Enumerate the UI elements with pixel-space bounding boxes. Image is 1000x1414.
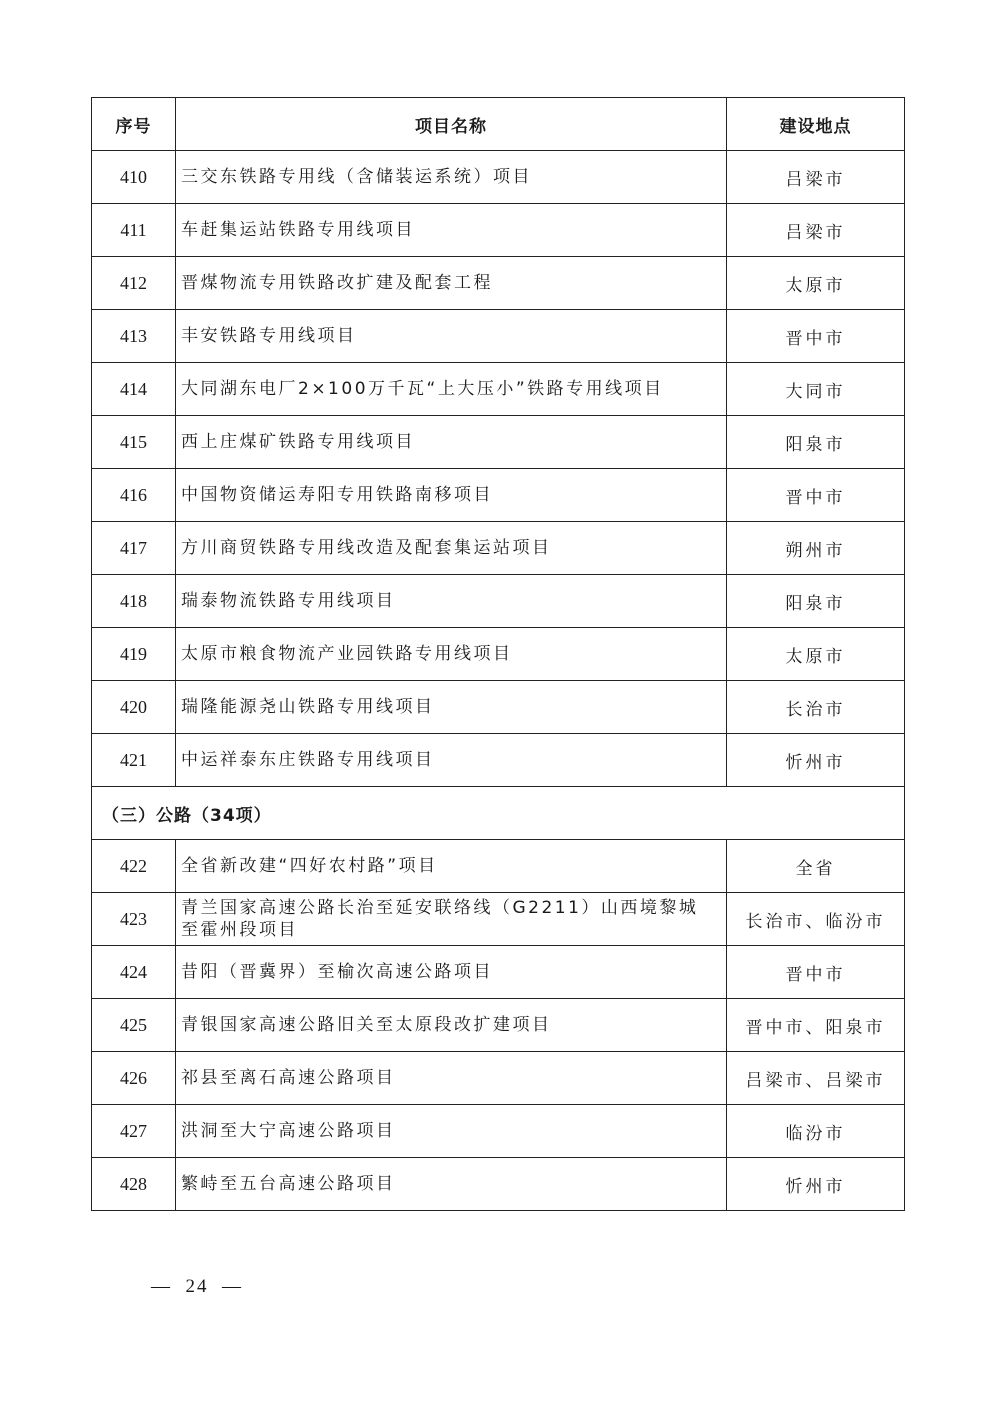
row-project-name: 太原市粮食物流产业园铁路专用线项目 xyxy=(176,628,727,681)
page-number: — 24 — xyxy=(151,1276,243,1297)
row-project-name: 青银国家高速公路旧关至太原段改扩建项目 xyxy=(176,999,727,1052)
table-row xyxy=(92,522,905,575)
row-number: 425 xyxy=(92,999,176,1052)
table-header-row xyxy=(92,98,905,151)
project-table xyxy=(91,97,905,1211)
row-location: 吕梁市 xyxy=(727,151,905,204)
row-number: 418 xyxy=(92,575,176,628)
table-row xyxy=(92,1158,905,1211)
table-row xyxy=(92,946,905,999)
table-row xyxy=(92,257,905,310)
row-location: 长治市 xyxy=(727,681,905,734)
row-number: 414 xyxy=(92,363,176,416)
table-row xyxy=(92,469,905,522)
section-title-highway: （三）公路（34项） xyxy=(92,787,905,840)
row-number: 426 xyxy=(92,1052,176,1105)
row-location: 忻州市 xyxy=(727,1158,905,1211)
row-number: 421 xyxy=(92,734,176,787)
row-location: 大同市 xyxy=(727,363,905,416)
row-project-name: 瑞隆能源尧山铁路专用线项目 xyxy=(176,681,727,734)
row-location: 临汾市 xyxy=(727,1105,905,1158)
row-project-name: 丰安铁路专用线项目 xyxy=(176,310,727,363)
row-number: 413 xyxy=(92,310,176,363)
table-row xyxy=(92,840,905,893)
row-project-name: 洪洞至大宁高速公路项目 xyxy=(176,1105,727,1158)
row-number: 410 xyxy=(92,151,176,204)
row-project-name: 晋煤物流专用铁路改扩建及配套工程 xyxy=(176,257,727,310)
row-location: 吕梁市 xyxy=(727,204,905,257)
row-project-name: 昔阳（晋冀界）至榆次高速公路项目 xyxy=(176,946,727,999)
row-location: 阳泉市 xyxy=(727,416,905,469)
row-location: 太原市 xyxy=(727,628,905,681)
row-project-name: 中国物资储运寿阳专用铁路南移项目 xyxy=(176,469,727,522)
table-row xyxy=(92,893,905,946)
row-project-name: 瑞泰物流铁路专用线项目 xyxy=(176,575,727,628)
row-project-name: 车赶集运站铁路专用线项目 xyxy=(176,204,727,257)
table-row xyxy=(92,310,905,363)
table-row xyxy=(92,363,905,416)
row-project-name: 方川商贸铁路专用线改造及配套集运站项目 xyxy=(176,522,727,575)
row-number: 427 xyxy=(92,1105,176,1158)
row-location: 晋中市、阳泉市 xyxy=(727,999,905,1052)
row-location: 晋中市 xyxy=(727,946,905,999)
row-number: 428 xyxy=(92,1158,176,1211)
row-project-name: 三交东铁路专用线（含储装运系统）项目 xyxy=(176,151,727,204)
row-number: 416 xyxy=(92,469,176,522)
row-location: 太原市 xyxy=(727,257,905,310)
row-location: 长治市、临汾市 xyxy=(727,893,905,946)
row-location: 忻州市 xyxy=(727,734,905,787)
row-number: 420 xyxy=(92,681,176,734)
row-number: 415 xyxy=(92,416,176,469)
row-location: 晋中市 xyxy=(727,469,905,522)
row-project-name: 青兰国家高速公路长治至延安联络线（G2211）山西境黎城至霍州段项目 xyxy=(176,893,727,946)
table-row xyxy=(92,1052,905,1105)
row-project-name: 西上庄煤矿铁路专用线项目 xyxy=(176,416,727,469)
header-project-name: 项目名称 xyxy=(176,98,727,151)
table-row xyxy=(92,1105,905,1158)
table-row xyxy=(92,628,905,681)
row-location: 吕梁市、吕梁市 xyxy=(727,1052,905,1105)
row-location: 朔州市 xyxy=(727,522,905,575)
table-row xyxy=(92,204,905,257)
section-row xyxy=(92,787,905,840)
row-number: 412 xyxy=(92,257,176,310)
row-project-name: 大同湖东电厂2×100万千瓦“上大压小”铁路专用线项目 xyxy=(176,363,727,416)
table-row xyxy=(92,681,905,734)
row-number: 419 xyxy=(92,628,176,681)
row-project-name: 祁县至离石高速公路项目 xyxy=(176,1052,727,1105)
row-number: 423 xyxy=(92,893,176,946)
header-serial-number: 序号 xyxy=(92,98,176,151)
row-number: 411 xyxy=(92,204,176,257)
table-row xyxy=(92,575,905,628)
row-project-name: 全省新改建“四好农村路”项目 xyxy=(176,840,727,893)
row-location: 全省 xyxy=(727,840,905,893)
row-project-name: 繁峙至五台高速公路项目 xyxy=(176,1158,727,1211)
table-row xyxy=(92,999,905,1052)
row-location: 晋中市 xyxy=(727,310,905,363)
header-location: 建设地点 xyxy=(727,98,905,151)
row-number: 417 xyxy=(92,522,176,575)
row-project-name: 中运祥泰东庄铁路专用线项目 xyxy=(176,734,727,787)
table-row xyxy=(92,416,905,469)
row-number: 424 xyxy=(92,946,176,999)
row-location: 阳泉市 xyxy=(727,575,905,628)
table-row xyxy=(92,734,905,787)
table-row xyxy=(92,151,905,204)
row-number: 422 xyxy=(92,840,176,893)
